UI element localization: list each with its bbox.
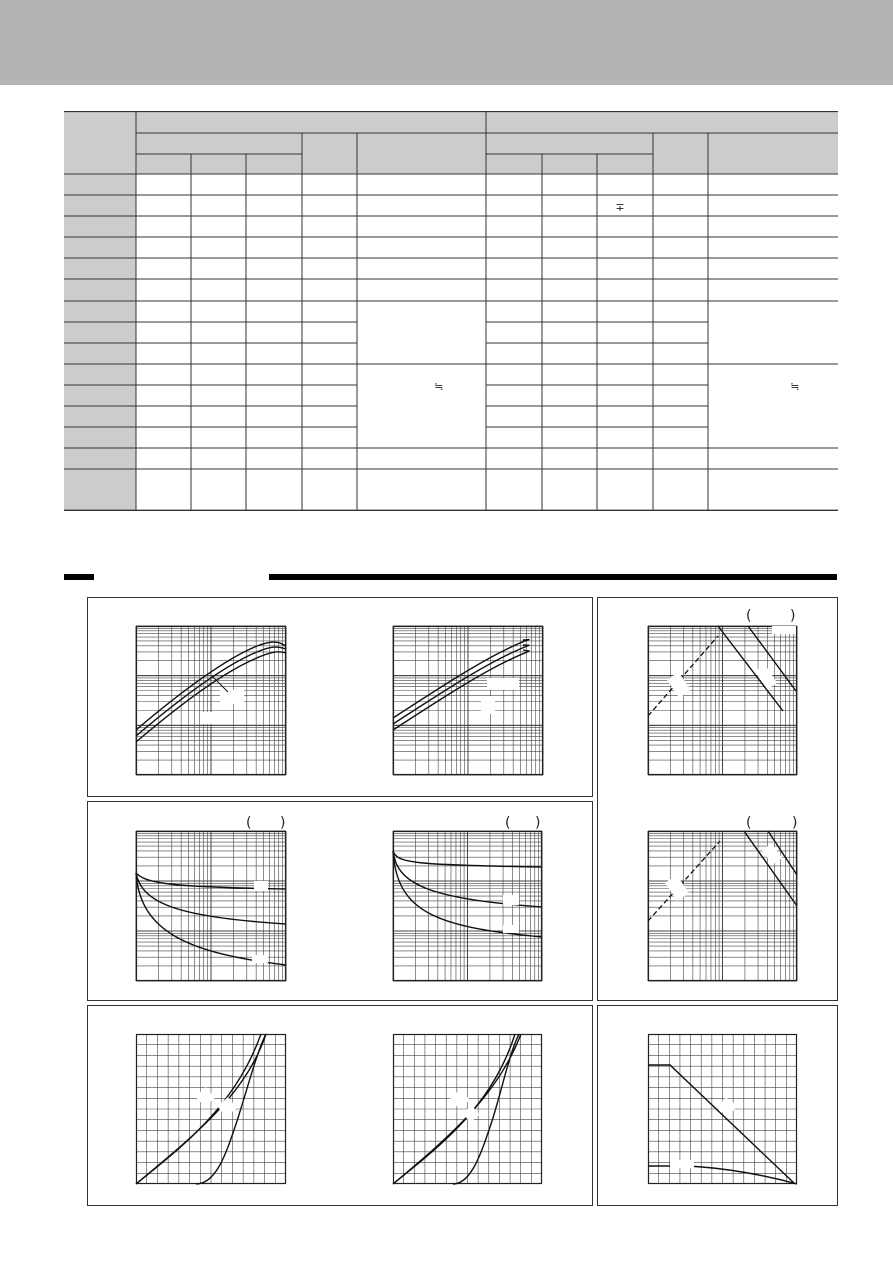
graph-9 xyxy=(648,1034,797,1184)
graph-6-plot xyxy=(648,815,798,981)
graph-6 xyxy=(648,815,798,981)
graph-9-plot xyxy=(648,1034,797,1184)
paren-label: ( xyxy=(246,815,252,831)
graph-4-plot xyxy=(136,815,286,981)
graph-8-plot xyxy=(393,1034,542,1184)
paren-label: ( xyxy=(746,815,752,831)
graph-3 xyxy=(648,608,797,775)
table-glyph: ∓ xyxy=(615,201,625,214)
paren-label: ) xyxy=(790,608,796,624)
table-glyph: ≒ xyxy=(790,380,800,393)
paren-label: ) xyxy=(792,815,798,831)
graph-2-plot xyxy=(393,626,543,775)
paren-label: ) xyxy=(535,815,541,831)
graph-5-plot xyxy=(393,815,542,981)
section-rule-left xyxy=(64,574,94,580)
graph-1 xyxy=(136,626,286,775)
graph-4 xyxy=(136,815,286,981)
graph-7 xyxy=(136,1034,286,1184)
graph-8 xyxy=(393,1034,542,1184)
graph-3-plot xyxy=(648,608,797,775)
curve xyxy=(718,626,783,711)
paren-label: ( xyxy=(746,608,752,624)
graph-2 xyxy=(393,626,543,775)
graph-7-plot xyxy=(136,1034,286,1184)
section-rule-right xyxy=(269,574,837,580)
ratings-table-grid xyxy=(64,111,838,511)
ratings-table xyxy=(64,111,838,511)
paren-label: ) xyxy=(280,815,286,831)
table-glyph: ≒ xyxy=(434,380,444,393)
graph-5 xyxy=(393,815,542,981)
graph-1-plot xyxy=(136,626,286,775)
page-header-band xyxy=(0,0,893,85)
paren-label: ( xyxy=(505,815,511,831)
